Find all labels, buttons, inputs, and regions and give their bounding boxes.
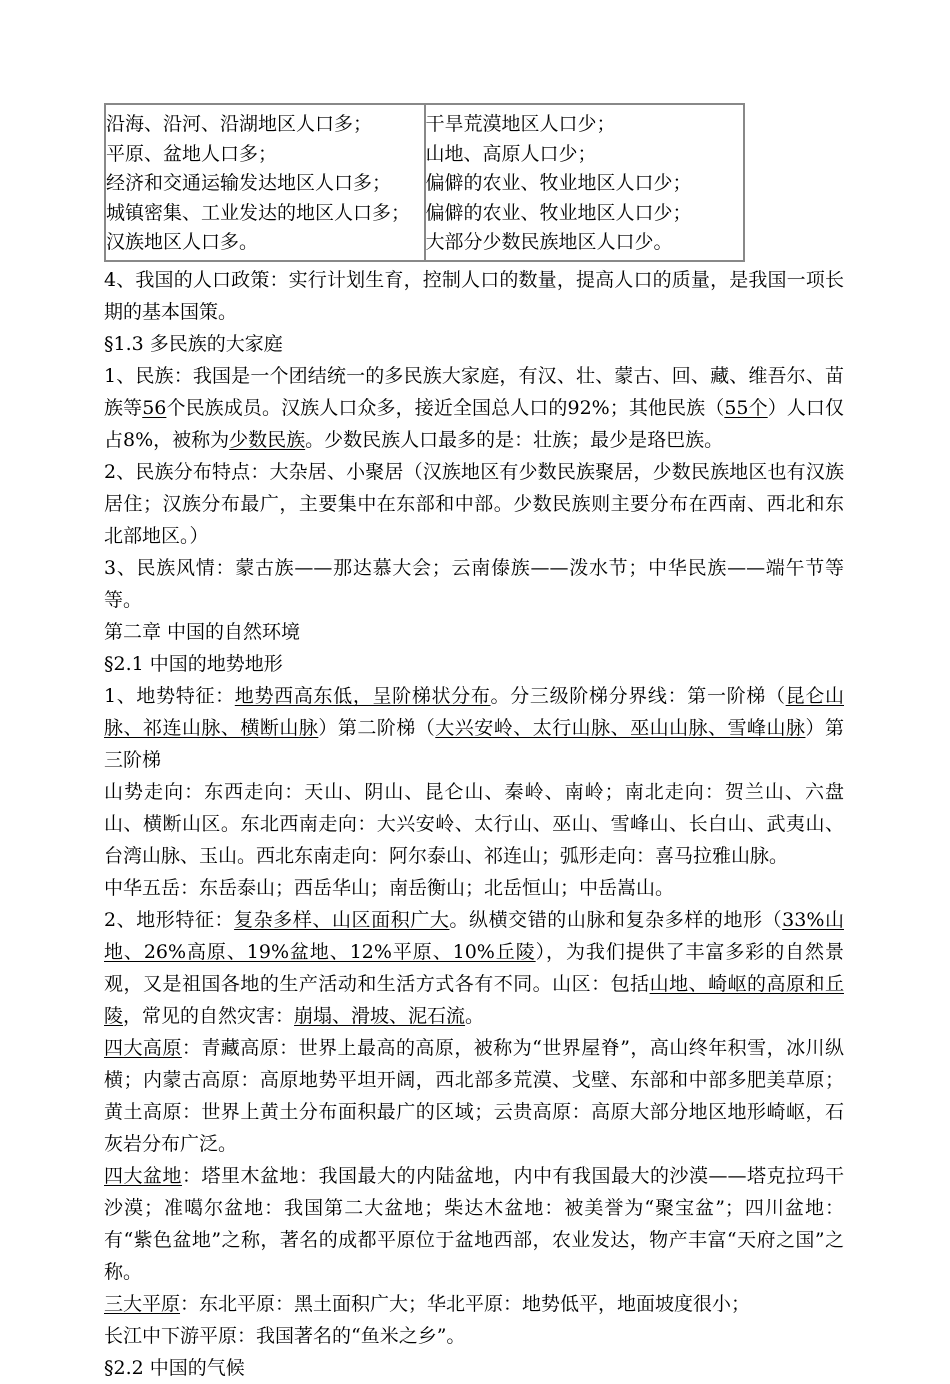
text-run: 。纵横交错的山脉和复杂多样的地形（ [449,908,783,931]
ethnic-customs-paragraph: 3、民族风情：蒙古族——那达慕大会；云南傣族——泼水节；中华民族——端午节等等。 [104,556,844,611]
text-run: 2、地形特征： [104,908,235,931]
text-run: ），为我们提供了丰富多彩的自然景观，又是祖国各地的生产活动和生活方式各有不同。山区：包括 [104,940,844,995]
underlined-term: 复杂多样、山区面积广大 [234,908,450,931]
sparse-population-column [425,104,745,261]
ethnic-groups-paragraph [104,360,844,456]
text-run: 1、地势特征： [104,684,235,707]
table-cell: 山地、高原人口少； [425,142,597,165]
text-run: ）第三阶梯 [104,716,844,771]
text-run: ）人口仅占8%，被称为 [104,396,844,451]
text-run: 。少数民族人口最多的是：壮族；最少是珞巴族。 [305,428,724,451]
table-cell: 经济和交通运输发达地区人口多； [106,172,392,194]
table-cell: 干旱荒漠地区人口少； [425,113,616,135]
chapter-heading: 第二章 中国的自然环境 [104,620,301,643]
underlined-term: 少数民族 [229,428,306,451]
underlined-label: 四大盆地 [104,1164,182,1187]
table-cell: 平原、盆地人口多； [106,142,278,165]
text-run: ，常见的自然灾害： [123,1004,295,1027]
text-run: ：东北平原：黑土面积广大；华北平原：地势低平，地面坡度很小； [180,1292,751,1315]
underlined-term: 33%山地、26%高原、19%盆地、12%平原、10%丘陵 [104,908,844,963]
population-comparison-table [104,103,745,262]
text-run: ）第二阶梯（ [318,716,436,739]
underlined-term: 昆仑山脉、祁连山脉、横断山脉 [104,684,844,739]
underlined-term: 崩塌、滑坡、泥石流 [294,1004,466,1027]
text-run: 1、民族：我国是一个团结统一的多民族大家庭，有汉、壮、蒙古、回、藏、维吾尔、苗族等 [104,364,844,419]
table-cell: 城镇密集、工业发达的地区人口多； [106,201,411,224]
plains-paragraph-line2: 长江中下游平原：我国著名的“鱼米之乡”。 [104,1324,466,1347]
text-run: 个民族成员。汉族人口众多，接近全国总人口的92%；其他民族（ [166,396,725,419]
underlined-label: 四大高原 [104,1036,182,1059]
document-page [104,103,844,1384]
population-policy-paragraph: 4、我国的人口政策：实行计划生育，控制人口的数量，提高人口的质量，是我国一项长期的基本国策。 [104,268,844,323]
table-row [105,104,744,261]
terrain-paragraph [104,680,844,776]
table-cell: 汉族地区人口多。 [106,231,259,253]
dense-population-column [105,104,425,261]
text-run: ：青藏高原：世界上最高的高原，被称为“世界屋脊”，高山终年积雪，冰川纵横；内蒙古高原：高原地势平坦开阔，西北部多荒漠、戈壁、东部和中部多肥美草原；黄土高原：世界上黄土分布面积最广的区域；云贵高原：高原大部分地区地形崎岖，石灰岩分布广泛。 [104,1036,844,1155]
underlined-term: 大兴安岭、太行山脉、巫山山脉、雪峰山脉 [435,716,806,739]
five-mountains-paragraph: 中华五岳：东岳泰山；西岳华山；南岳衡山；北岳恒山；中岳嵩山。 [104,876,675,899]
ethnic-distribution-paragraph: 2、民族分布特点：大杂居、小聚居（汉族地区有少数民族聚居，少数民族地区也有汉族居住；汉族分布最广，主要集中在东部和中部。少数民族则主要分布在西南、西北和东北部地区。） [104,460,844,547]
table-cell: 偏僻的农业、牧业地区人口少； [425,172,692,194]
underlined-number: 55个 [724,396,768,419]
mountain-directions-paragraph: 山势走向：东西走向：天山、阴山、昆仑山、秦岭、南岭；南北走向：贺兰山、六盘山、横断山区。东北西南走向：大兴安岭、太行山、巫山、雪峰山、长白山、武夷山、台湾山脉、玉山。西北东南走向：阿尔泰山、祁连山；弧形走向：喜马拉雅山脉。 [104,780,844,867]
underlined-label: 三大平原 [104,1292,181,1315]
text-run: 。分三级阶梯分界线：第一阶梯（ [490,684,786,707]
underlined-number: 56 [142,396,167,419]
landform-paragraph [104,904,844,1032]
underlined-term: 地势西高东低，呈阶梯状分布 [234,684,491,707]
plains-paragraph [104,1288,844,1320]
table-cell: 沿海、沿河、沿湖地区人口多； [106,113,373,135]
section-heading-2-1: §2.1 中国的地势地形 [104,652,283,675]
section-heading-2-2: §2.2 中国的气候 [104,1356,245,1379]
section-heading-1-3: §1.3 多民族的大家庭 [104,332,283,355]
basins-paragraph [104,1160,844,1288]
table-cell: 偏僻的农业、牧业地区人口少； [425,201,692,224]
plateaus-paragraph [104,1032,844,1160]
underlined-term: 山地、崎岖的高原和丘陵 [104,972,844,1027]
table-cell: 大部分少数民族地区人口少。 [425,231,673,253]
text-run: 。 [465,1004,485,1027]
text-run: ：塔里木盆地：我国最大的内陆盆地，内中有我国最大的沙漠——塔克拉玛干沙漠；准噶尔盆地：我国第二大盆地；柴达木盆地：被美誉为“聚宝盆”；四川盆地：有“紫色盆地”之称，著名的成都平原位于盆地西部，农业发达，物产丰富“天府之国”之称。 [104,1164,844,1283]
